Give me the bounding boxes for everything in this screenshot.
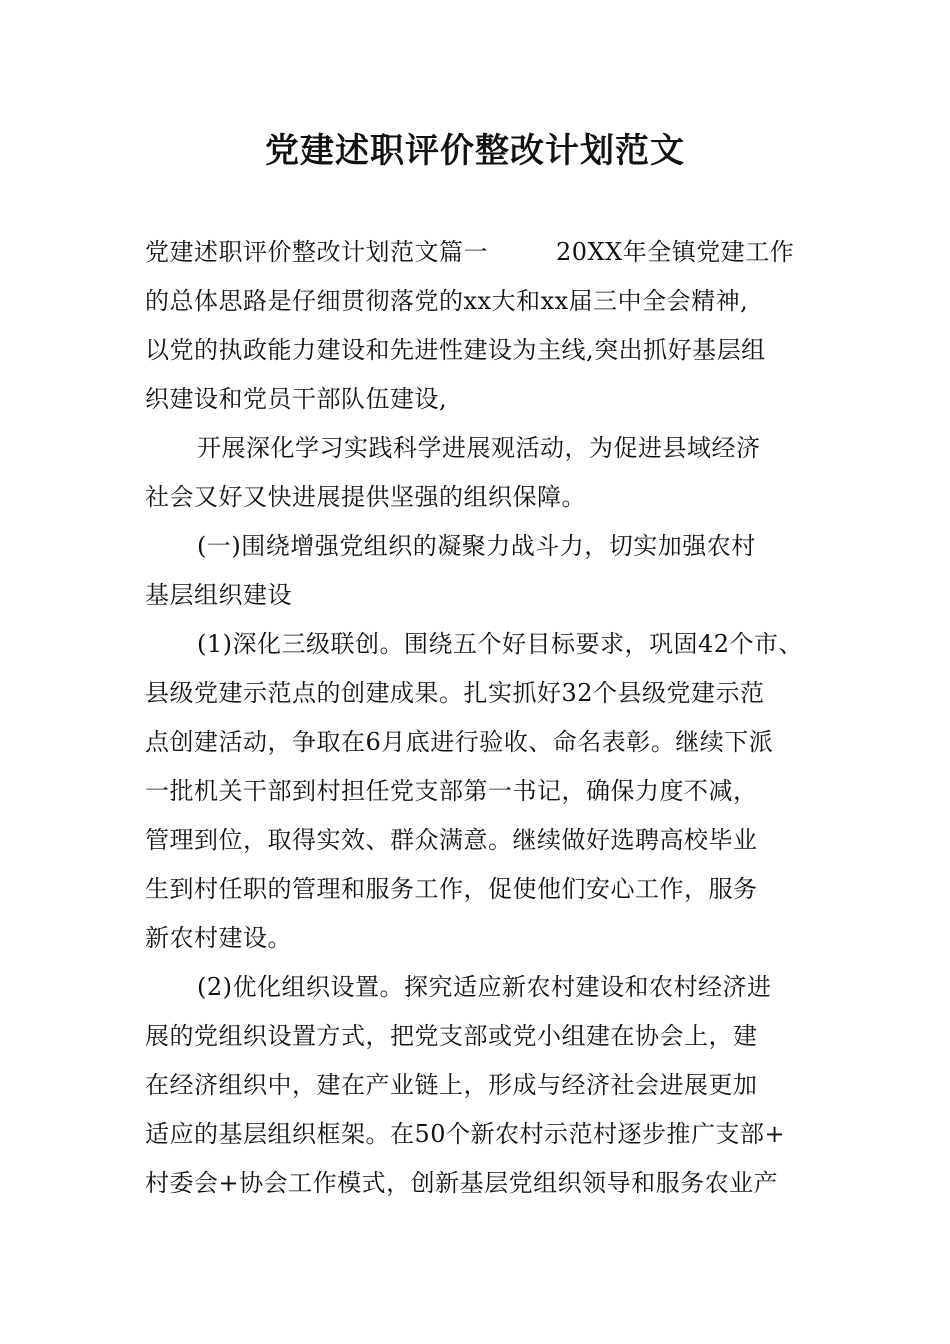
text-line: 展的党组织设置方式，把党支部或党小组建在协会上，建 <box>145 1022 758 1050</box>
text-fragment: 20XX年全镇党建工作 <box>556 238 795 266</box>
text-line: 点创建活动，争取在6月底进行验收、命名表彰。继续下派 <box>145 728 774 756</box>
text-line: 村委会+协会工作模式，创新基层党组织领导和服务农业产 <box>145 1169 779 1197</box>
paragraph-start-line: (一)围绕增强党组织的凝聚力战斗力，切实加强农村 <box>197 532 756 560</box>
text-line: 社会又好又快进展提供坚强的组织保障。 <box>145 483 586 511</box>
paragraph-start-line: (1)深化三级联创。围绕五个好目标要求，巩固42个市、 <box>197 630 804 658</box>
text-line: 的总体思路是仔细贯彻落党的xx大和xx届三中全会精神, <box>145 287 749 315</box>
text-line: 一批机关干部到村担任党支部第一书记，确保力度不减， <box>145 777 758 805</box>
text-line: 生到村任职的管理和服务工作，促使他们安心工作，服务 <box>145 875 758 903</box>
text-line: 以党的执政能力建设和先进性建设为主线,突出抓好基层组 <box>145 336 766 364</box>
text-line: 新农村建设。 <box>145 924 292 952</box>
text-line: 县级党建示范点的创建成果。扎实抓好32个县级党建示范 <box>145 679 765 707</box>
text-line: 在经济组织中，建在产业链上，形成与经济社会进展更加 <box>145 1071 758 1099</box>
text-line <box>145 228 805 277</box>
paragraph-start-line: (2)优化组织设置。探究适应新农村建设和农村经济进 <box>197 973 772 1001</box>
text-line: 适应的基层组织框架。在50个新农村示范村逐步推广支部+ <box>145 1120 786 1148</box>
text-line: 基层组织建设 <box>145 581 292 609</box>
text-line: 管理到位，取得实效、群众满意。继续做好选聘高校毕业 <box>145 826 758 854</box>
text-line: 织建设和党员干部队伍建设, <box>145 385 448 413</box>
document-body <box>145 228 805 1208</box>
document-title: 党建述职评价整改计划范文 <box>265 131 685 171</box>
paragraph-start-line: 开展深化学习实践科学进展观活动，为促进县域经济 <box>197 434 761 462</box>
section-heading: 党建述职评价整改计划范文篇一 <box>145 238 488 266</box>
